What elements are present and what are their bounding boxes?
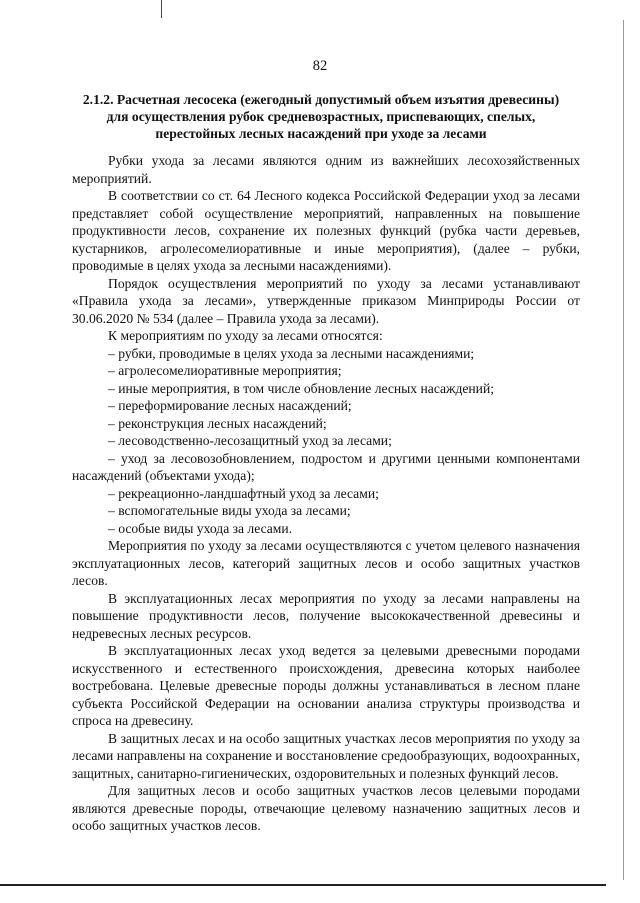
paragraph: Для защитных лесов и особо защитных участков лесов целевыми породами являются древесные породы, отвечающие целевому назначению защитных лесов и особо защитных участков лесов.	[72, 783, 580, 833]
measures-list	[72, 345, 580, 538]
paragraph: В эксплуатационных лесах уход ведется за целевыми древесными породами искусственного и естественного происхождения, древесина которых наиболее востребована. Целевые древесные породы должны устанавливаться в лесном плане субъекта Российской Федерации на основании анализа структуры производства и спроса на древесину.	[72, 643, 580, 728]
list-item: – лесоводственно-лесозащитный уход за лесами;	[72, 432, 580, 450]
list-item: – рубки, проводимые в целях ухода за лесными насаждениями;	[72, 345, 580, 363]
paragraph: В соответствии со ст. 64 Лесного кодекса Российской Федерации уход за лесами представляет собой осуществление мероприятий, направленных на повышение продуктивности лесов, сохранение их полезных функций (рубка части деревьев, кустарников, агролесомелиоративные и иные мероприятия), (далее – рубки, проводимые в целях ухода за лесными насаждениями).	[72, 188, 580, 273]
scan-artifact-bottom-line	[0, 884, 606, 886]
paragraph: В защитных лесах и на особо защитных участках лесов мероприятия по уходу за лесами направлены на сохранение и восстановление средообразующих, водоохранных, защитных, санитарно-гигиенических, оздоровительных и полезных функций лесов.	[72, 730, 580, 781]
list-item: – уход за лесовозобновлением, подростом и другими ценными компонентами насаждений (объектами ухода);	[72, 450, 580, 485]
paragraph: Порядок осуществления мероприятий по уходу за лесами устанавливают «Правила ухода за лесами», утвержденные приказом Минприроды России от 30.06.2020 № 534 (далее – Правила ухода за лесами).	[72, 275, 580, 326]
scan-artifact-line	[161, 0, 162, 18]
paragraph: В эксплуатационных лесах мероприятия по уходу за лесами направлены на повышение продуктивности лесов, получение высококачественной древесины и недревесных лесных ресурсов.	[72, 590, 580, 641]
list-item: – рекреационно-ландшафтный уход за лесами;	[72, 485, 580, 503]
list-item: – вспомогательные виды ухода за лесами;	[72, 502, 580, 520]
list-item: – переформирование лесных насаждений;	[72, 397, 580, 415]
document-body	[72, 152, 580, 835]
list-item: – особые виды ухода за лесами.	[72, 520, 580, 538]
paragraph: Рубки ухода за лесами являются одним из важнейших лесохозяйственных мероприятий.	[72, 153, 580, 186]
list-item: – иные мероприятия, в том числе обновление лесных насаждений;	[72, 380, 580, 398]
scan-artifact-edge	[623, 20, 624, 880]
list-item: – реконструкция лесных насаждений;	[72, 415, 580, 433]
section-heading: 2.1.2. Расчетная лесосека (ежегодный допустимый объем изъятия древесины) для осуществления рубок средневозрастных, приспевающих, спелых, перестойных лесных насаждений при уходе за лесами	[82, 92, 560, 141]
page-number: 82	[312, 58, 328, 74]
list-item: – агролесомелиоративные мероприятия;	[72, 362, 580, 380]
paragraph: К мероприятиям по уходу за лесами относятся:	[108, 328, 383, 343]
paragraph: Мероприятия по уходу за лесами осуществляются с учетом целевого назначения эксплуатационных лесов, категорий защитных лесов и особо защитных участков лесов.	[72, 538, 580, 588]
